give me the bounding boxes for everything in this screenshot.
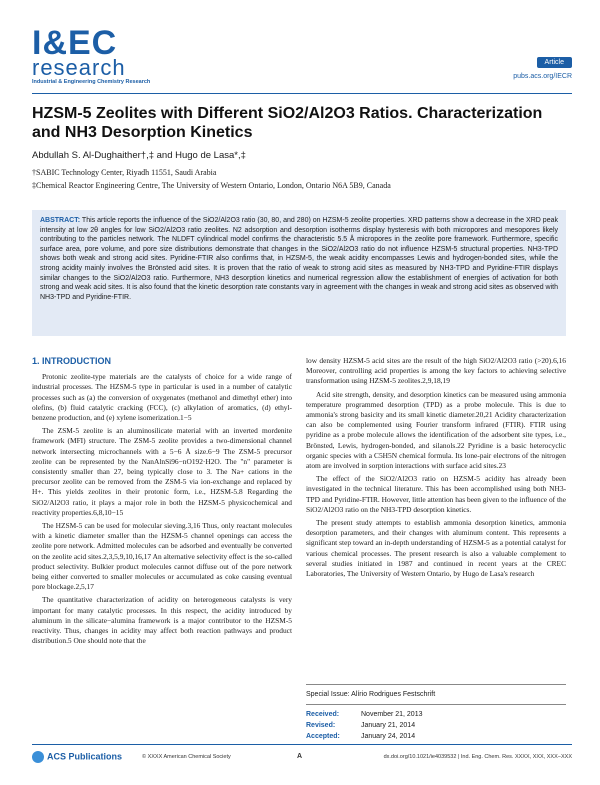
abstract-label: ABSTRACT: xyxy=(40,217,81,224)
paper-title: HZSM-5 Zeolites with Different SiO2/Al2O3 Ratios. Characterization and NH3 Desorption Kinetics xyxy=(32,105,543,141)
received-label: Received: xyxy=(306,711,340,718)
accepted-label: Accepted: xyxy=(306,733,340,740)
section-heading: 1. INTRODUCTION xyxy=(32,356,112,366)
paragraph: The present study attempts to establish ammonia desorption kinetics, ammonia desorption parameters, and their changes with aluminum content. This represents a significant step toward an in-depth understanding of HZSM-5 as a potential catalyst for various chemical processes. The present research is also a valuable complement to several studies initiated in 1987 and continued in recent years at the CREC Laboratories, The University of Western Ontario, by Hugo de Lasa's research xyxy=(306,518,566,579)
revised-date: January 21, 2014 xyxy=(361,722,416,729)
logo-journal-name: Industrial & Engineering Chemistry Research xyxy=(32,79,151,85)
copyright: © XXXX American Chemical Society xyxy=(142,754,231,760)
paragraph: The ZSM-5 zeolite is an aluminosilicate material with an inverted mordenite framework (MFI) structure. The ZSM-5 zeolite provides a two-dimensional channel network intersecting microchannels with a 5−6 Å size.6−9 The ZSM-5 precursor zeolite can be represented by the NanAlnSi96−nO192·H2O. The "n" parameter is consistently smaller than 27, being typically close to 3. The Na+ cations in the precursor zeolite can be removed from the ZSM-5 via ion-exchange and replaced by H+. This yields zeolites in their protonic form, i.e., HZSM-5.8 Regarding the SiO2/Al2O3 ratio, it plays a major role in both the HZSM-5 physicochemical and reactivity properties.6,8,10−15 xyxy=(32,426,292,517)
meta-divider xyxy=(306,704,566,705)
special-issue: Special Issue: Alírio Rodrigues Festschrift xyxy=(306,691,436,698)
acs-icon xyxy=(32,751,44,763)
paragraph: low density HZSM-5 acid sites are the result of the high SiO2/Al2O3 ratio (>20).6,16 Moreover, controlling acid properties is among the key factors to achieving selective transformation using HZSM-5 zeolites.2,9,18,19 xyxy=(306,356,566,386)
paragraph: The quantitative characterization of acidity on heterogeneous catalysts is very important for many catalytic processes. In this respect, the acidity introduced by aluminum in the silicate−alumina framework is a major contributor to the HZSM-5 reactivity. Thus, changes in acidity may affect both reaction pathways and product distribution.5 One should note that the xyxy=(32,595,292,646)
article-type-badge: Article xyxy=(537,57,572,68)
paragraph: The effect of the SiO2/Al2O3 ratio on HZSM-5 acidity has already been investigated in the technical literature. This has been accomplished using both NH3-TPD and Pyridine-FTIR. However, little attention has been given to the influence of the SiO2/Al2O3 ratio on the NH3-TPD desorption kinetics. xyxy=(306,474,566,514)
abstract-text: This article reports the influence of the SiO2/Al2O3 ratio (30, 80, and 280) on HZSM-5 zeolite properties. XRD patterns show a decrease in the XRD peak intensity at low 2θ angles for low SiO2/Al2O3 ratio zeolites. N2 adsorption and desorption isotherms display hysteresis with both micropores and mesopores likely contributing to the particles network. The NLDFT cylindrical model confirms the characteristic 5.5 Å micropores in the zeolite pore framework. Furthermore, specific surface area, pore volume, and pore size distributions demonstrate that changes in the SiO2/Al2O3 ratio do not influence HZSM-5 structural properties. NH3-TPD shows both weak and strong acid sites. Pyridine-FTIR also confirms that, in HZSM-5, the weak acidity encompasses Lewis and hydrogen-bonded sites, while the strong acidity mainly involves the Brönsted acid sites. It is proven that the ratio of weak to strong acid sites as measured by NH3-TPD and Pyridine-FTIR displays similar changes to the SiO2/Al2O3 ratio. Furthermore, NH3 desorption kinetics and numerical regression allow the establishment of energies of activation for both strong and weak acid sites. It is also found that the kinetic desorption rate constants vary in agreement with the changes in weak and strong acid sites as observed with NH3-TPD and Pyridine-FTIR. xyxy=(40,217,558,301)
doi-link[interactable]: dx.doi.org/10.1021/ie4039532 | Ind. Eng. Chem. Res. XXXX, XXX, XXX−XXX xyxy=(383,754,572,760)
meta-divider xyxy=(306,684,566,685)
paragraph: Acid site strength, density, and desorption kinetics can be measured using ammonia temperature programmed desorption (TPD) as a probe molecule. This is due to ammonia's strong basicity and its small kinetic diameter.20,21 Acidity characterization can also be complemented using Fourier transform infrared (FTIR). FTIR using pyridine as a probe molecule allows the identification of the adsorbent site types, i.e., Brönsted, Lewis, hydrogen-bonded, and silanols.22 Pyridine is a basic heterocyclic organic species with a C5H5N chemical formula. Its lone-pair electrons of the nitrogen atom are involved in sorption interactions with surface acid sites.23 xyxy=(306,389,566,471)
journal-logo xyxy=(32,24,151,85)
author-list: Abdullah S. Al-Dughaither†,‡ and Hugo de Lasa*,‡ xyxy=(32,150,246,161)
affiliation-2: ‡Chemical Reactor Engineering Centre, The University of Western Ontario, London, Ontario N6A 5B9, Canada xyxy=(32,181,391,190)
page-number: A xyxy=(297,753,303,760)
accepted-date: January 24, 2014 xyxy=(361,733,416,740)
publisher-logo xyxy=(32,751,122,763)
logo-research-text: research xyxy=(32,55,126,80)
paragraph: The HZSM-5 can be used for molecular sieving.3,16 Thus, only reactant molecules with a kinetic diameter smaller than the HZSM-5 channel openings can access the zeolite pore network. Admitted molecules can be adsorbed and eventually be converted on the zeolite acid sites.2,3,5,9,10,16,17 An alternative selectivity effect is the so-called product selectivity. Bulkier product molecules cannot diffuse out of the pore network being either converted to smaller molecules or accumulated as coke causing eventual pore blockage.2,5,17 xyxy=(32,521,292,592)
abstract-box xyxy=(32,210,566,336)
received-date: November 21, 2013 xyxy=(361,711,423,718)
revised-label: Revised: xyxy=(306,722,336,729)
right-column xyxy=(306,356,566,582)
paragraph: Protonic zeolite-type materials are the catalysts of choice for a wide range of industrial processes. The HZSM-5 type in particular is used in a number of catalytic processes such as (a) the conversion of oxygenates (methanol and dimethyl ether) into olefins, (b) fluid catalytic cracking (FCC), (c) alkylation of aromatics, (d) ethyl-benzene production, and (e) xylene isomerization.1−5 xyxy=(32,372,292,423)
logo-big-text: I&EC xyxy=(32,24,118,62)
publisher-name: ACS Publications xyxy=(47,751,123,762)
left-column xyxy=(32,356,292,649)
journal-url-link[interactable]: pubs.acs.org/IECR xyxy=(513,73,572,80)
page-footer xyxy=(32,744,572,762)
affiliation-1: †SABIC Technology Center, Riyadh 11551, Saudi Arabia xyxy=(32,168,217,177)
header-divider xyxy=(32,93,572,94)
article-history xyxy=(306,680,566,742)
